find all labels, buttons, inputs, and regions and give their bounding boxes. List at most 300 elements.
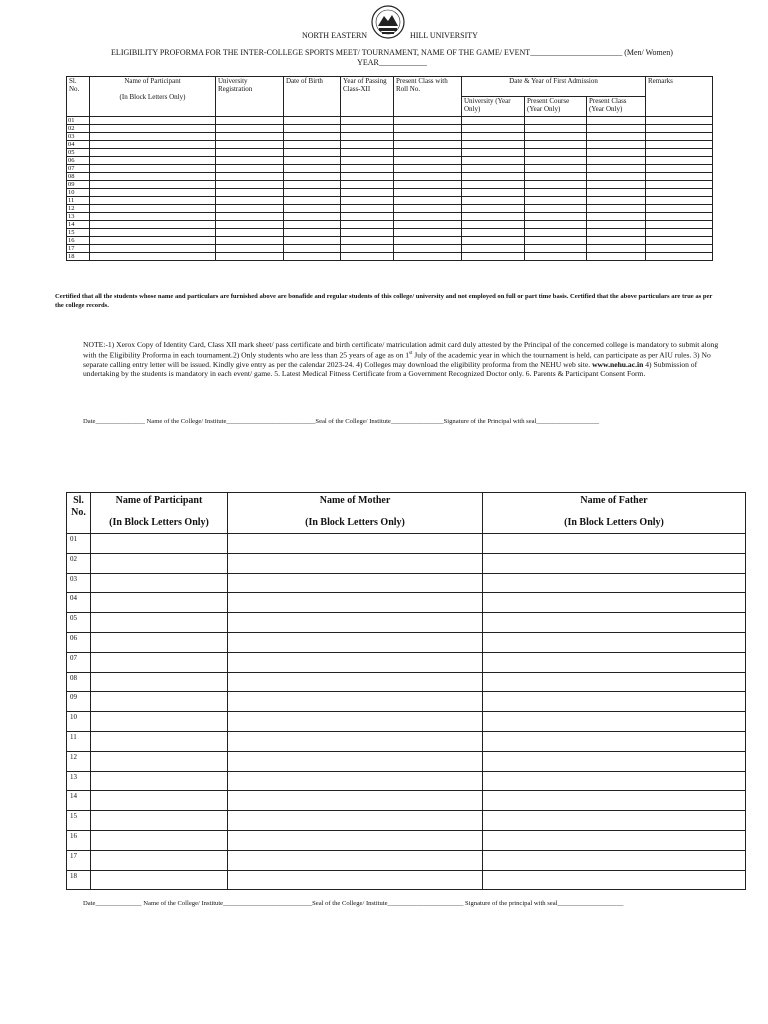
blank-cell[interactable] — [394, 125, 462, 133]
blank-cell[interactable] — [216, 117, 284, 125]
blank-cell[interactable] — [462, 205, 525, 213]
col-sl-no: Sl. No. — [67, 77, 90, 117]
blank-cell[interactable] — [228, 751, 483, 771]
blank-cell[interactable] — [91, 573, 228, 593]
blank-cell[interactable] — [483, 593, 746, 613]
blank-cell[interactable] — [462, 245, 525, 253]
row-number: 02 — [67, 553, 91, 573]
blank-cell[interactable] — [91, 712, 228, 732]
row-number: 17 — [67, 245, 90, 253]
blank-cell[interactable] — [228, 534, 483, 554]
blank-cell[interactable] — [483, 553, 746, 573]
blank-cell[interactable] — [90, 133, 216, 141]
blank-cell[interactable] — [90, 181, 216, 189]
blank-cell[interactable] — [646, 125, 713, 133]
blank-cell[interactable] — [483, 712, 746, 732]
blank-cell[interactable] — [646, 149, 713, 157]
blank-cell[interactable] — [228, 652, 483, 672]
blank-cell[interactable] — [462, 229, 525, 237]
blank-cell[interactable] — [646, 165, 713, 173]
note-part-1: NOTE:-1) Xerox Copy of Identity Card, Class XII mark sheet/ pass certificate and birth certificate/ matriculation admit card duly attested by the Principal of the concerned college is mandatory to submit along with the Eligibility Proforma in each tournament.2) Only students who are less than 25 years of age as on 1 — [83, 340, 719, 360]
blank-cell[interactable] — [646, 221, 713, 229]
col-present-course-year: Present Course (Year Only) — [525, 97, 587, 117]
blank-cell[interactable] — [483, 613, 746, 633]
row-number: 13 — [67, 213, 90, 221]
row-number: 15 — [67, 229, 90, 237]
blank-cell[interactable] — [216, 197, 284, 205]
blank-cell[interactable] — [483, 791, 746, 811]
table-row — [67, 157, 713, 165]
blank-cell[interactable] — [90, 189, 216, 197]
blank-cell[interactable] — [284, 117, 341, 125]
blank-cell[interactable] — [91, 811, 228, 831]
blank-cell[interactable] — [394, 229, 462, 237]
parents-table — [66, 492, 746, 890]
row-number: 11 — [67, 197, 90, 205]
blank-cell[interactable] — [91, 692, 228, 712]
col-remarks: Remarks — [646, 77, 713, 117]
blank-cell[interactable] — [341, 149, 394, 157]
blank-cell[interactable] — [525, 173, 587, 181]
blank-cell[interactable] — [228, 573, 483, 593]
blank-cell[interactable] — [216, 213, 284, 221]
row-number: 10 — [67, 712, 91, 732]
blank-cell[interactable] — [525, 197, 587, 205]
blank-cell[interactable] — [525, 237, 587, 245]
table-row — [67, 632, 746, 652]
blank-cell[interactable] — [462, 165, 525, 173]
row-number: 07 — [67, 165, 90, 173]
table-row — [67, 731, 746, 751]
blank-cell[interactable] — [90, 157, 216, 165]
blank-cell[interactable] — [483, 731, 746, 751]
blank-cell[interactable] — [587, 253, 646, 261]
blank-cell[interactable] — [216, 221, 284, 229]
blank-cell[interactable] — [216, 173, 284, 181]
row-number: 17 — [67, 850, 91, 870]
blank-cell[interactable] — [284, 205, 341, 213]
table-row — [67, 229, 713, 237]
blank-cell[interactable] — [646, 189, 713, 197]
col-present-class-year: Present Class (Year Only) — [587, 97, 646, 117]
blank-cell[interactable] — [483, 672, 746, 692]
blank-cell[interactable] — [483, 652, 746, 672]
blank-cell[interactable] — [91, 751, 228, 771]
blank-cell[interactable] — [587, 125, 646, 133]
blank-cell[interactable] — [483, 811, 746, 831]
blank-cell[interactable] — [525, 157, 587, 165]
note-superscript: st — [409, 351, 413, 356]
row-number: 06 — [67, 632, 91, 652]
blank-cell[interactable] — [525, 205, 587, 213]
note-paragraph — [83, 340, 723, 378]
blank-cell[interactable] — [216, 245, 284, 253]
blank-cell[interactable] — [394, 245, 462, 253]
blank-cell[interactable] — [284, 189, 341, 197]
blank-cell[interactable] — [228, 850, 483, 870]
blank-cell[interactable] — [91, 870, 228, 890]
blank-cell[interactable] — [462, 221, 525, 229]
blank-cell[interactable] — [216, 181, 284, 189]
blank-cell[interactable] — [284, 245, 341, 253]
blank-cell[interactable] — [284, 229, 341, 237]
blank-cell[interactable] — [483, 870, 746, 890]
blank-cell[interactable] — [228, 830, 483, 850]
table-row — [67, 197, 713, 205]
blank-cell[interactable] — [462, 133, 525, 141]
table-row — [67, 791, 746, 811]
blank-cell[interactable] — [216, 205, 284, 213]
blank-cell[interactable] — [91, 850, 228, 870]
blank-cell[interactable] — [394, 221, 462, 229]
blank-cell[interactable] — [462, 253, 525, 261]
blank-cell[interactable] — [462, 141, 525, 149]
blank-cell[interactable] — [525, 229, 587, 237]
blank-cell[interactable] — [462, 125, 525, 133]
blank-cell[interactable] — [587, 157, 646, 165]
blank-cell[interactable] — [462, 213, 525, 221]
blank-cell[interactable] — [525, 189, 587, 197]
blank-cell[interactable] — [216, 165, 284, 173]
blank-cell[interactable] — [91, 830, 228, 850]
col2-name-of-father — [483, 493, 746, 534]
table-row — [67, 830, 746, 850]
blank-cell[interactable] — [341, 245, 394, 253]
blank-cell[interactable] — [91, 731, 228, 751]
table-row — [67, 573, 746, 593]
blank-cell[interactable] — [587, 181, 646, 189]
blank-cell[interactable] — [587, 133, 646, 141]
blank-cell[interactable] — [394, 133, 462, 141]
blank-cell[interactable] — [394, 165, 462, 173]
blank-cell[interactable] — [525, 213, 587, 221]
blank-cell[interactable] — [483, 534, 746, 554]
blank-cell[interactable] — [525, 181, 587, 189]
row-number: 06 — [67, 157, 90, 165]
blank-cell[interactable] — [587, 237, 646, 245]
row-number: 01 — [67, 534, 91, 554]
row-number: 05 — [67, 613, 91, 633]
blank-cell[interactable] — [462, 237, 525, 245]
signature-line-2: Date______________ Name of the College/ Institute___________________________Seal of the College/ Institute_______________________ Signature of the principal with seal____________________ — [83, 900, 624, 907]
blank-cell[interactable] — [91, 613, 228, 633]
blank-cell[interactable] — [228, 771, 483, 791]
blank-cell[interactable] — [587, 197, 646, 205]
blank-cell[interactable] — [341, 221, 394, 229]
blank-cell[interactable] — [284, 181, 341, 189]
blank-cell[interactable] — [525, 141, 587, 149]
blank-cell[interactable] — [90, 141, 216, 149]
blank-cell[interactable] — [216, 133, 284, 141]
blank-cell[interactable] — [341, 165, 394, 173]
certification-statement: Certified that all the students whose name and particulars are furnished above are bonafide and regular students of this college/ university and not employed on full or part time basis. Certified that the above particulars are true as per the college records. — [55, 293, 713, 309]
form-title — [60, 48, 724, 68]
blank-cell[interactable] — [462, 173, 525, 181]
blank-cell[interactable] — [394, 237, 462, 245]
blank-cell[interactable] — [483, 632, 746, 652]
blank-cell[interactable] — [216, 253, 284, 261]
blank-cell[interactable] — [587, 205, 646, 213]
blank-cell[interactable] — [91, 553, 228, 573]
blank-cell[interactable] — [90, 213, 216, 221]
blank-cell[interactable] — [284, 197, 341, 205]
blank-cell[interactable] — [525, 253, 587, 261]
blank-cell[interactable] — [216, 189, 284, 197]
blank-cell[interactable] — [90, 229, 216, 237]
table-row — [67, 117, 713, 125]
blank-cell[interactable] — [90, 205, 216, 213]
blank-cell[interactable] — [284, 133, 341, 141]
row-number: 14 — [67, 221, 90, 229]
col2-name-of-participant — [91, 493, 228, 534]
blank-cell[interactable] — [525, 117, 587, 125]
table-row — [67, 850, 746, 870]
blank-cell[interactable] — [341, 189, 394, 197]
col2-mother-sub: (In Block Letters Only) — [305, 517, 405, 528]
blank-cell[interactable] — [216, 229, 284, 237]
row-number: 08 — [67, 672, 91, 692]
blank-cell[interactable] — [216, 149, 284, 157]
blank-cell[interactable] — [341, 213, 394, 221]
blank-cell[interactable] — [284, 221, 341, 229]
row-number: 04 — [67, 141, 90, 149]
blank-cell[interactable] — [483, 751, 746, 771]
blank-cell[interactable] — [284, 213, 341, 221]
table-row — [67, 165, 713, 173]
blank-cell[interactable] — [646, 157, 713, 165]
col-university-year: University (Year Only) — [462, 97, 525, 117]
blank-cell[interactable] — [216, 157, 284, 165]
blank-cell[interactable] — [90, 221, 216, 229]
blank-cell[interactable] — [462, 157, 525, 165]
blank-cell[interactable] — [525, 221, 587, 229]
blank-cell[interactable] — [91, 771, 228, 791]
blank-cell[interactable] — [216, 125, 284, 133]
col2-name-sub: (In Block Letters Only) — [109, 517, 209, 528]
col2-name-of-mother — [228, 493, 483, 534]
blank-cell[interactable] — [91, 652, 228, 672]
blank-cell[interactable] — [483, 830, 746, 850]
table-row — [67, 672, 746, 692]
blank-cell[interactable] — [90, 245, 216, 253]
row-number: 02 — [67, 125, 90, 133]
blank-cell[interactable] — [341, 229, 394, 237]
blank-cell[interactable] — [462, 189, 525, 197]
blank-cell[interactable] — [394, 149, 462, 157]
blank-cell[interactable] — [525, 149, 587, 157]
row-number: 12 — [67, 205, 90, 213]
col-date-of-birth: Date of Birth — [284, 77, 341, 117]
blank-cell[interactable] — [587, 245, 646, 253]
blank-cell[interactable] — [228, 712, 483, 732]
blank-cell[interactable] — [646, 173, 713, 181]
blank-cell[interactable] — [284, 141, 341, 149]
title-line-1: ELIGIBILITY PROFORMA FOR THE INTER-COLLEGE SPORTS MEET/ TOURNAMENT, NAME OF THE GAME/ EVENT_______________________ (Men/ Women) — [111, 48, 673, 57]
blank-cell[interactable] — [91, 672, 228, 692]
blank-cell[interactable] — [646, 117, 713, 125]
blank-cell[interactable] — [341, 253, 394, 261]
row-number: 13 — [67, 771, 91, 791]
blank-cell[interactable] — [341, 117, 394, 125]
blank-cell[interactable] — [341, 133, 394, 141]
table-row — [67, 181, 713, 189]
blank-cell[interactable] — [284, 237, 341, 245]
col2-father-label: Name of Father — [580, 495, 648, 506]
table-row — [67, 712, 746, 732]
blank-cell[interactable] — [394, 173, 462, 181]
blank-cell[interactable] — [228, 791, 483, 811]
blank-cell[interactable] — [91, 534, 228, 554]
row-number: 09 — [67, 692, 91, 712]
blank-cell[interactable] — [525, 245, 587, 253]
blank-cell[interactable] — [394, 157, 462, 165]
col2-name-label: Name of Participant — [115, 495, 203, 506]
row-number: 18 — [67, 253, 90, 261]
blank-cell[interactable] — [216, 141, 284, 149]
blank-cell[interactable] — [394, 205, 462, 213]
blank-cell[interactable] — [284, 253, 341, 261]
blank-cell[interactable] — [646, 245, 713, 253]
blank-cell[interactable] — [341, 181, 394, 189]
blank-cell[interactable] — [91, 632, 228, 652]
blank-cell[interactable] — [341, 237, 394, 245]
blank-cell[interactable] — [341, 157, 394, 165]
blank-cell[interactable] — [228, 672, 483, 692]
row-number: 12 — [67, 751, 91, 771]
blank-cell[interactable] — [525, 125, 587, 133]
blank-cell[interactable] — [341, 141, 394, 149]
blank-cell[interactable] — [341, 197, 394, 205]
blank-cell[interactable] — [284, 173, 341, 181]
blank-cell[interactable] — [91, 593, 228, 613]
blank-cell[interactable] — [587, 213, 646, 221]
col-year-of-passing: Year of Passing Class-XII — [341, 77, 394, 117]
blank-cell[interactable] — [228, 613, 483, 633]
blank-cell[interactable] — [483, 692, 746, 712]
blank-cell[interactable] — [228, 811, 483, 831]
blank-cell[interactable] — [284, 125, 341, 133]
blank-cell[interactable] — [394, 197, 462, 205]
blank-cell[interactable] — [587, 117, 646, 125]
table-row — [67, 149, 713, 157]
blank-cell[interactable] — [90, 165, 216, 173]
col-name-of-participant — [90, 77, 216, 117]
table-row — [67, 534, 746, 554]
nehu-website-link[interactable]: www.nehu.ac.in — [592, 359, 644, 369]
row-number: 01 — [67, 117, 90, 125]
blank-cell[interactable] — [587, 149, 646, 157]
row-number: 16 — [67, 237, 90, 245]
blank-cell[interactable] — [394, 213, 462, 221]
blank-cell[interactable] — [462, 149, 525, 157]
blank-cell[interactable] — [394, 181, 462, 189]
row-number: 14 — [67, 791, 91, 811]
blank-cell[interactable] — [462, 197, 525, 205]
table-row — [67, 213, 713, 221]
blank-cell[interactable] — [525, 133, 587, 141]
blank-cell[interactable] — [646, 181, 713, 189]
blank-cell[interactable] — [394, 253, 462, 261]
blank-cell[interactable] — [90, 149, 216, 157]
table-row — [67, 221, 713, 229]
blank-cell[interactable] — [228, 692, 483, 712]
blank-cell[interactable] — [646, 133, 713, 141]
blank-cell[interactable] — [228, 731, 483, 751]
blank-cell[interactable] — [394, 189, 462, 197]
blank-cell[interactable] — [228, 593, 483, 613]
col-present-class-roll: Present Class with Roll No. — [394, 77, 462, 117]
note-part-3: 4) Submission of undertaking by the students is mandatory in each event/ game. 5. Latest Medical Fitness Certificate from a Government Recognized Doctor only. 6. Parents & Participant Consent Form. — [83, 359, 698, 378]
signature-line-1: Date_______________ Name of the College/ Institute___________________________Seal of the College/ Institute________________Signature of the Principal with seal___________________ — [83, 418, 600, 425]
title-line-2: YEAR____________ — [357, 58, 427, 67]
blank-cell[interactable] — [587, 189, 646, 197]
blank-cell[interactable] — [646, 237, 713, 245]
row-number: 08 — [67, 173, 90, 181]
blank-cell[interactable] — [483, 573, 746, 593]
blank-cell[interactable] — [646, 253, 713, 261]
table-row — [67, 245, 713, 253]
blank-cell[interactable] — [91, 791, 228, 811]
table-row — [67, 593, 746, 613]
blank-cell[interactable] — [462, 181, 525, 189]
blank-cell[interactable] — [525, 165, 587, 173]
blank-cell[interactable] — [341, 125, 394, 133]
blank-cell[interactable] — [646, 213, 713, 221]
blank-cell[interactable] — [462, 117, 525, 125]
blank-cell[interactable] — [341, 205, 394, 213]
table-row — [67, 870, 746, 890]
blank-cell[interactable] — [90, 125, 216, 133]
col-name-label: Name of Participant — [124, 77, 181, 85]
blank-cell[interactable] — [587, 173, 646, 181]
blank-cell[interactable] — [284, 165, 341, 173]
blank-cell[interactable] — [90, 253, 216, 261]
blank-cell[interactable] — [216, 237, 284, 245]
blank-cell[interactable] — [587, 165, 646, 173]
table-row — [67, 771, 746, 791]
blank-cell[interactable] — [90, 173, 216, 181]
table-row — [67, 253, 713, 261]
university-logo-icon — [370, 4, 406, 40]
table-row — [67, 125, 713, 133]
blank-cell[interactable] — [646, 141, 713, 149]
blank-cell[interactable] — [284, 149, 341, 157]
table-row — [67, 613, 746, 633]
blank-cell[interactable] — [228, 632, 483, 652]
blank-cell[interactable] — [587, 229, 646, 237]
blank-cell[interactable] — [90, 117, 216, 125]
blank-cell[interactable] — [90, 237, 216, 245]
blank-cell[interactable] — [394, 117, 462, 125]
blank-cell[interactable] — [483, 771, 746, 791]
blank-cell[interactable] — [284, 157, 341, 165]
blank-cell[interactable] — [228, 553, 483, 573]
blank-cell[interactable] — [90, 197, 216, 205]
row-number: 03 — [67, 133, 90, 141]
col-name-sub: (In Block Letters Only) — [119, 93, 186, 101]
blank-cell[interactable] — [587, 221, 646, 229]
blank-cell[interactable] — [341, 173, 394, 181]
blank-cell[interactable] — [587, 141, 646, 149]
blank-cell[interactable] — [483, 850, 746, 870]
blank-cell[interactable] — [646, 197, 713, 205]
blank-cell[interactable] — [228, 870, 483, 890]
blank-cell[interactable] — [646, 205, 713, 213]
row-number: 09 — [67, 181, 90, 189]
row-number: 10 — [67, 189, 90, 197]
blank-cell[interactable] — [394, 141, 462, 149]
blank-cell[interactable] — [646, 229, 713, 237]
